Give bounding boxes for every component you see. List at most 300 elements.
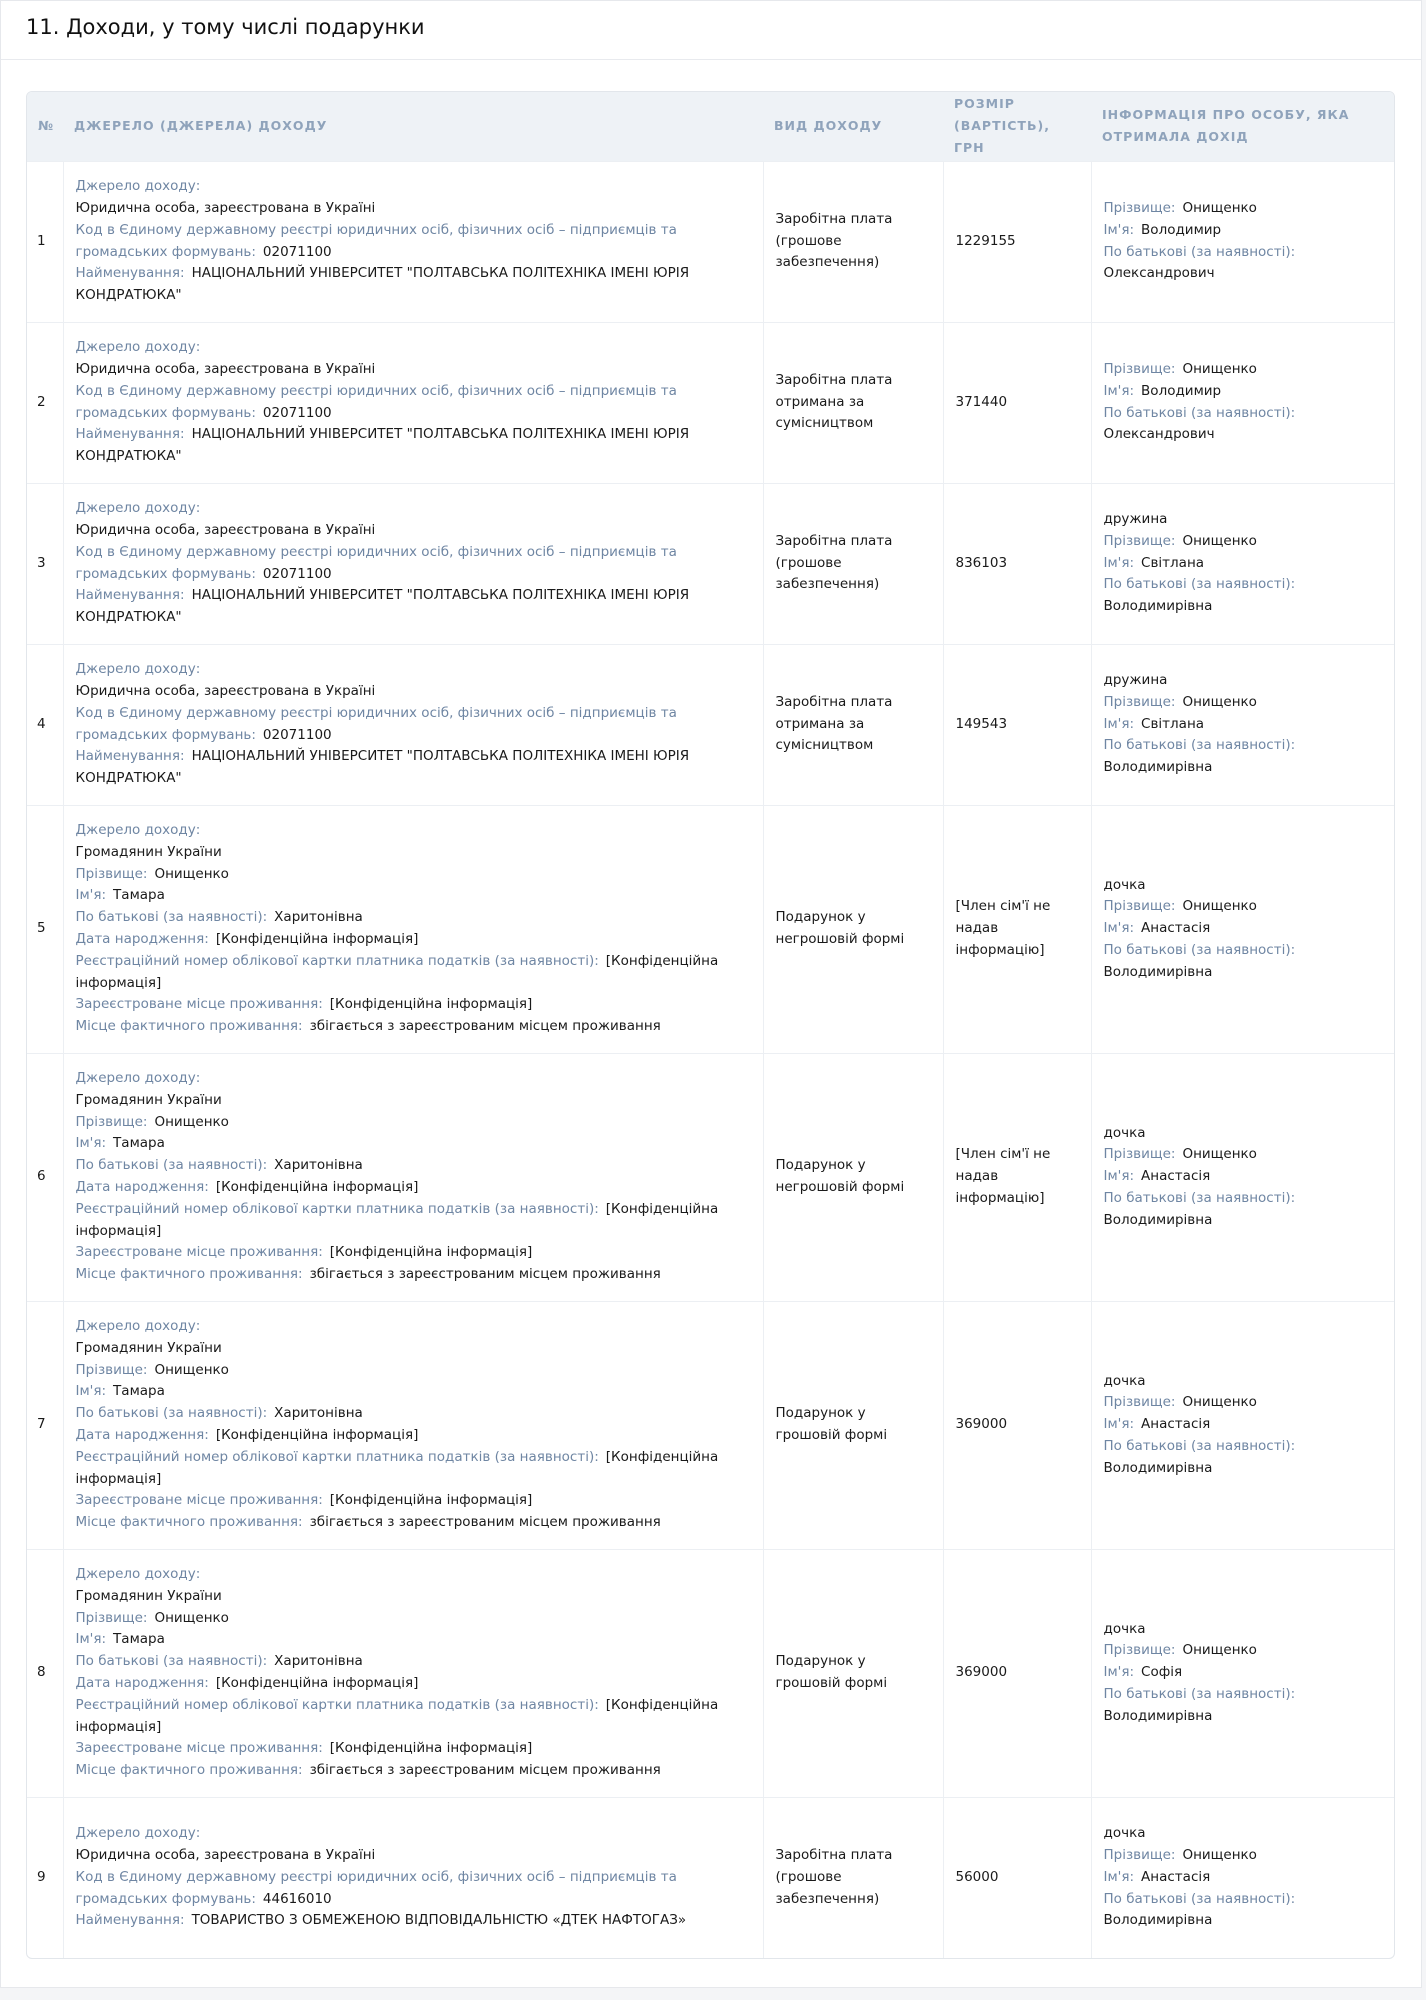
field-line xyxy=(76,1695,752,1739)
field-line xyxy=(1104,403,1386,447)
field-line xyxy=(1104,198,1386,220)
income-source-cell xyxy=(63,805,763,1053)
field-label: Ім'я: xyxy=(75,1135,107,1152)
field-value: [Конфіденційна інформація] xyxy=(215,931,419,947)
field-label: Найменування: xyxy=(75,1912,185,1929)
row-number: 3 xyxy=(27,483,63,644)
row-number: 4 xyxy=(27,644,63,805)
field-label: Прізвище: xyxy=(1103,1642,1176,1659)
field-line xyxy=(76,703,752,747)
field-line xyxy=(76,1845,752,1867)
field-label: По батькові (за наявності): xyxy=(1103,1189,1296,1206)
row-number: 5 xyxy=(27,805,63,1053)
field-label: Ім'я: xyxy=(1103,1416,1135,1433)
field-line xyxy=(1104,1144,1386,1166)
field-line xyxy=(76,1155,752,1177)
field-label: По батькові (за наявності): xyxy=(75,1405,268,1422)
field-value: Володимирівна xyxy=(1103,1707,1213,1724)
field-line xyxy=(76,951,752,995)
field-line xyxy=(1104,1845,1386,1867)
field-line xyxy=(76,498,752,520)
field-label: По батькові (за наявності): xyxy=(1103,243,1296,260)
field-line xyxy=(76,1564,752,1586)
field-line xyxy=(76,176,752,198)
field-label: Зареєстроване місце проживання: xyxy=(75,1244,323,1261)
income-amount-cell: 1229155 xyxy=(943,161,1091,322)
field-label: Джерело доходу: xyxy=(75,500,201,517)
field-line xyxy=(1104,1436,1386,1480)
field-label: Прізвище: xyxy=(75,1113,148,1130)
income-type-cell: Подарунок у грошовій формі xyxy=(763,1549,943,1797)
field-line xyxy=(1104,1823,1386,1845)
header-source: ДЖЕРЕЛО (ДЖЕРЕЛА) ДОХОДУ xyxy=(63,92,763,161)
field-line xyxy=(1104,1414,1386,1436)
field-line xyxy=(76,842,752,864)
field-value: збігається з зареєстрованим місцем проживання xyxy=(309,1762,661,1779)
field-line xyxy=(76,1738,752,1760)
field-label: По батькові (за наявності): xyxy=(75,909,268,926)
field-value: Володимирівна xyxy=(1103,598,1213,615)
field-value: 02071100 xyxy=(262,726,332,743)
field-line xyxy=(76,681,752,703)
recipient-info-cell xyxy=(1091,805,1395,1053)
field-line xyxy=(1104,670,1386,692)
field-value: Олександрович xyxy=(1103,265,1215,282)
field-line xyxy=(1104,509,1386,531)
field-label: Ім'я: xyxy=(75,1383,107,1400)
field-value: Володимир xyxy=(1141,382,1222,399)
field-value: Харитонівна xyxy=(274,1405,363,1422)
field-value: НАЦІОНАЛЬНИЙ УНІВЕРСИТЕТ "ПОЛТАВСЬКА ПОЛІТЕХНІКА ІМЕНІ ЮРІЯ КОНДРАТЮКА" xyxy=(75,587,690,626)
recipient-info-cell xyxy=(1091,644,1395,805)
field-label: Прізвище: xyxy=(1103,1146,1176,1163)
field-label: Ім'я: xyxy=(1103,554,1135,571)
field-line xyxy=(1104,714,1386,736)
field-value: Громадянин України xyxy=(75,1587,222,1604)
income-source-cell xyxy=(63,1549,763,1797)
field-line xyxy=(76,263,752,307)
field-line xyxy=(76,1360,752,1382)
field-label: Прізвище: xyxy=(1103,1847,1176,1864)
field-label: Ім'я: xyxy=(1103,221,1135,238)
field-line xyxy=(76,1264,752,1286)
field-value: Онищенко xyxy=(1182,1146,1257,1163)
field-line xyxy=(76,1425,752,1447)
field-value: Анастасія xyxy=(1141,1416,1211,1433)
field-value: Громадянин України xyxy=(75,1339,222,1356)
field-label: Ім'я: xyxy=(1103,1664,1135,1681)
field-label: По батькові (за наявності): xyxy=(1103,1437,1296,1454)
field-line xyxy=(1104,1392,1386,1414)
field-label: Найменування: xyxy=(75,265,185,282)
field-line xyxy=(1104,692,1386,714)
field-value: ТОВАРИСТВО З ОБМЕЖЕНОЮ ВІДПОВІДАЛЬНІСТЮ «ДТЕК НАФТОГАЗ» xyxy=(191,1912,687,1929)
field-label: Прізвище: xyxy=(1103,360,1176,377)
field-value: Анастасія xyxy=(1141,920,1211,937)
field-value: Юридична особа, зареєстрована в Україні xyxy=(75,1847,376,1864)
field-value: дружина xyxy=(1103,672,1168,688)
field-value: [Конфіденційна інформація] xyxy=(215,1675,419,1691)
field-line xyxy=(76,1133,752,1155)
field-line xyxy=(1104,553,1386,575)
field-line xyxy=(76,885,752,907)
field-label: Джерело доходу: xyxy=(75,339,201,356)
field-value: збігається з зареєстрованим місцем проживання xyxy=(309,1018,661,1035)
field-label: Код в Єдиному державному реєстрі юридичних осіб, фізичних осіб – підприємців та громадських формувань: xyxy=(75,704,677,743)
field-label: Найменування: xyxy=(75,426,185,443)
field-label: Дата народження: xyxy=(75,1427,209,1443)
table-header-row xyxy=(27,92,1395,161)
field-line xyxy=(1104,918,1386,940)
field-value: [Конфіденційна інформація] xyxy=(215,1179,419,1195)
field-line xyxy=(76,1608,752,1630)
field-label: Код в Єдиному державному реєстрі юридичних осіб, фізичних осіб – підприємців та громадських формувань: xyxy=(75,382,677,421)
income-amount-cell: 369000 xyxy=(943,1549,1091,1797)
field-value: Тамара xyxy=(113,1631,165,1648)
table-row xyxy=(27,805,1395,1053)
field-label: Ім'я: xyxy=(1103,715,1135,732)
table-body xyxy=(27,161,1395,1958)
field-line xyxy=(1104,735,1386,779)
field-line xyxy=(76,907,752,929)
field-line xyxy=(1104,1640,1386,1662)
field-label: Місце фактичного проживання: xyxy=(75,1018,303,1035)
field-value: Онищенко xyxy=(1182,1394,1257,1411)
field-value: Онищенко xyxy=(154,865,229,882)
field-value: Онищенко xyxy=(1182,693,1257,710)
field-label: Джерело доходу: xyxy=(75,1070,201,1087)
field-label: Прізвище: xyxy=(1103,693,1176,710)
field-label: Ім'я: xyxy=(75,887,107,904)
field-value: збігається з зареєстрованим місцем проживання xyxy=(309,1266,661,1283)
field-line xyxy=(1104,242,1386,286)
field-label: По батькові (за наявності): xyxy=(75,1653,268,1670)
field-value: Анастасія xyxy=(1141,1168,1211,1185)
field-label: По батькові (за наявності): xyxy=(1103,1685,1296,1702)
field-line xyxy=(76,929,752,951)
field-value: [Конфіденційна інформація] xyxy=(329,996,533,1013)
field-line xyxy=(1104,1867,1386,1889)
field-label: Дата народження: xyxy=(75,931,209,947)
income-type-cell: Заробітна плата отримана за сумісництвом xyxy=(763,644,943,805)
field-label: Код в Єдиному державному реєстрі юридичних осіб, фізичних осіб – підприємців та громадських формувань: xyxy=(75,1868,677,1907)
field-line xyxy=(1104,1188,1386,1232)
income-amount-cell: 56000 xyxy=(943,1797,1091,1958)
field-line xyxy=(1104,1662,1386,1684)
field-line xyxy=(76,1316,752,1338)
field-value: Володимирівна xyxy=(1103,1211,1213,1228)
field-line xyxy=(76,1403,752,1425)
field-line xyxy=(76,1673,752,1695)
income-source-cell xyxy=(63,483,763,644)
field-line xyxy=(1104,940,1386,984)
field-line xyxy=(76,585,752,629)
row-number: 1 xyxy=(27,161,63,322)
field-value: Онищенко xyxy=(1182,898,1257,915)
income-type-cell: Заробітна плата отримана за сумісництвом xyxy=(763,322,943,483)
field-value: Онищенко xyxy=(1182,532,1257,549)
income-source-cell xyxy=(63,322,763,483)
field-value: [Конфіденційна інформація] xyxy=(75,1448,719,1487)
field-label: Джерело доходу: xyxy=(75,1566,201,1583)
field-value: Софія xyxy=(1141,1664,1183,1681)
field-line xyxy=(76,659,752,681)
income-amount-cell: [Член сім'ї не надав інформацію] xyxy=(943,1053,1091,1301)
income-table xyxy=(27,92,1395,1958)
income-amount-cell: 369000 xyxy=(943,1301,1091,1549)
field-label: Найменування: xyxy=(75,748,185,765)
field-line xyxy=(76,359,752,381)
field-line xyxy=(76,1760,752,1782)
field-value: дружина xyxy=(1103,511,1168,527)
field-label: Місце фактичного проживання: xyxy=(75,1514,303,1531)
field-label: По батькові (за наявності): xyxy=(1103,404,1296,421)
field-label: Ім'я: xyxy=(75,1631,107,1648)
field-value: дочка xyxy=(1103,1825,1146,1842)
field-line xyxy=(76,1490,752,1512)
income-source-cell xyxy=(63,644,763,805)
header-amount: РОЗМІР (ВАРТІСТЬ), ГРН xyxy=(943,92,1091,161)
field-value: Юридична особа, зареєстрована в Україні xyxy=(75,199,376,216)
field-line xyxy=(1104,1371,1386,1393)
field-value: Юридична особа, зареєстрована в Україні xyxy=(75,521,376,538)
income-amount-cell: 836103 xyxy=(943,483,1091,644)
header-type: ВИД ДОХОДУ xyxy=(763,92,943,161)
income-amount-cell: 371440 xyxy=(943,322,1091,483)
field-value: Юридична особа, зареєстрована в Україні xyxy=(75,682,376,699)
section-title: 11. Доходи, у тому числі подарунки xyxy=(26,15,425,39)
header-num: № xyxy=(27,92,63,161)
recipient-info-cell xyxy=(1091,1053,1395,1301)
field-line xyxy=(1104,531,1386,553)
field-line xyxy=(76,1068,752,1090)
table-row xyxy=(27,1549,1395,1797)
income-type-cell: Заробітна плата (грошове забезпечення) xyxy=(763,161,943,322)
field-label: Ім'я: xyxy=(1103,920,1135,937)
field-line xyxy=(76,1242,752,1264)
field-line xyxy=(1104,1684,1386,1728)
field-label: Ім'я: xyxy=(1103,1868,1135,1885)
field-label: Джерело доходу: xyxy=(75,178,201,195)
field-label: Код в Єдиному державному реєстрі юридичних осіб, фізичних осіб – підприємців та громадських формувань: xyxy=(75,543,677,582)
field-line xyxy=(76,1447,752,1491)
income-source-cell xyxy=(63,1053,763,1301)
field-line xyxy=(76,1016,752,1038)
field-label: Джерело доходу: xyxy=(75,1318,201,1335)
field-line xyxy=(76,198,752,220)
section-header xyxy=(1,1,1421,60)
header-person: ІНФОРМАЦІЯ ПРО ОСОБУ, ЯКА ОТРИМАЛА ДОХІД xyxy=(1091,92,1395,161)
table-row xyxy=(27,322,1395,483)
field-label: Прізвище: xyxy=(1103,1394,1176,1411)
field-value: Онищенко xyxy=(1182,360,1257,377)
field-value: [Конфіденційна інформація] xyxy=(215,1427,419,1443)
income-type-cell: Подарунок у грошовій формі xyxy=(763,1301,943,1549)
field-line xyxy=(76,1381,752,1403)
field-label: Місце фактичного проживання: xyxy=(75,1762,303,1779)
table-row xyxy=(27,1797,1395,1958)
field-label: Дата народження: xyxy=(75,1675,209,1691)
income-type-cell: Заробітна плата (грошове забезпечення) xyxy=(763,1797,943,1958)
field-value: [Конфіденційна інформація] xyxy=(75,1200,719,1239)
row-number: 2 xyxy=(27,322,63,483)
income-amount-cell: 149543 xyxy=(943,644,1091,805)
field-line xyxy=(1104,896,1386,918)
field-line xyxy=(76,1177,752,1199)
field-value: НАЦІОНАЛЬНИЙ УНІВЕРСИТЕТ "ПОЛТАВСЬКА ПОЛІТЕХНІКА ІМЕНІ ЮРІЯ КОНДРАТЮКА" xyxy=(75,426,690,465)
field-value: Онищенко xyxy=(1182,1847,1257,1864)
field-value: [Конфіденційна інформація] xyxy=(75,1696,719,1735)
table-row xyxy=(27,483,1395,644)
field-value: дочка xyxy=(1103,876,1146,893)
field-line xyxy=(76,520,752,542)
recipient-info-cell xyxy=(1091,1549,1395,1797)
field-line xyxy=(1104,875,1386,897)
field-label: Прізвище: xyxy=(75,865,148,882)
table-row xyxy=(27,161,1395,322)
field-line xyxy=(1104,574,1386,618)
field-line xyxy=(1104,381,1386,403)
table-row xyxy=(27,1301,1395,1549)
field-line xyxy=(76,220,752,264)
field-line xyxy=(76,1090,752,1112)
field-line xyxy=(1104,359,1386,381)
field-label: По батькові (за наявності): xyxy=(75,1157,268,1174)
income-table-container xyxy=(26,91,1395,1959)
field-line xyxy=(76,1910,752,1932)
field-value: Громадянин України xyxy=(75,1091,222,1108)
field-value: 02071100 xyxy=(262,243,332,260)
field-value: Олександрович xyxy=(1103,426,1215,443)
field-value: Володимирівна xyxy=(1103,759,1213,776)
field-label: Зареєстроване місце проживання: xyxy=(75,1492,323,1509)
table-row xyxy=(27,1053,1395,1301)
field-label: Джерело доходу: xyxy=(75,661,201,678)
field-line xyxy=(76,820,752,842)
field-line xyxy=(76,1512,752,1534)
field-label: Дата народження: xyxy=(75,1179,209,1195)
field-value: Анастасія xyxy=(1141,1868,1211,1885)
field-line xyxy=(1104,1123,1386,1145)
field-label: По батькові (за наявності): xyxy=(1103,737,1296,754)
field-label: Ім'я: xyxy=(1103,1168,1135,1185)
field-value: 02071100 xyxy=(262,565,332,582)
field-value: [Конфіденційна інформація] xyxy=(329,1244,533,1261)
field-line xyxy=(76,337,752,359)
row-number: 7 xyxy=(27,1301,63,1549)
field-label: Зареєстроване місце проживання: xyxy=(75,996,323,1013)
income-type-cell: Подарунок у негрошовій формі xyxy=(763,805,943,1053)
field-line xyxy=(76,864,752,886)
field-value: Володимирівна xyxy=(1103,1912,1213,1929)
field-value: збігається з зареєстрованим місцем проживання xyxy=(309,1514,661,1531)
row-number: 8 xyxy=(27,1549,63,1797)
field-label: Ім'я: xyxy=(1103,382,1135,399)
field-line xyxy=(76,542,752,586)
field-line xyxy=(76,381,752,425)
field-label: Найменування: xyxy=(75,587,185,604)
field-line xyxy=(1104,1166,1386,1188)
field-label: Прізвище: xyxy=(1103,532,1176,549)
field-label: Прізвище: xyxy=(75,1361,148,1378)
field-value: Володимир xyxy=(1141,221,1222,238)
field-value: дочка xyxy=(1103,1372,1146,1389)
row-number: 6 xyxy=(27,1053,63,1301)
field-line xyxy=(1104,1619,1386,1641)
field-line xyxy=(1104,220,1386,242)
field-value: 44616010 xyxy=(262,1890,332,1907)
field-value: НАЦІОНАЛЬНИЙ УНІВЕРСИТЕТ "ПОЛТАВСЬКА ПОЛІТЕХНІКА ІМЕНІ ЮРІЯ КОНДРАТЮКА" xyxy=(75,265,690,304)
field-value: Світлана xyxy=(1141,715,1205,732)
income-type-cell: Подарунок у негрошовій формі xyxy=(763,1053,943,1301)
field-value: дочка xyxy=(1103,1124,1146,1141)
field-line xyxy=(76,746,752,790)
recipient-info-cell xyxy=(1091,1301,1395,1549)
field-value: Онищенко xyxy=(1182,199,1257,216)
field-label: Джерело доходу: xyxy=(75,1825,201,1842)
field-label: По батькові (за наявності): xyxy=(1103,941,1296,958)
field-value: Світлана xyxy=(1141,554,1205,571)
row-number: 9 xyxy=(27,1797,63,1958)
field-value: 02071100 xyxy=(262,404,332,421)
field-line xyxy=(76,1199,752,1243)
field-label: Прізвище: xyxy=(1103,898,1176,915)
income-source-cell xyxy=(63,1301,763,1549)
field-value: Онищенко xyxy=(154,1361,229,1378)
field-value: НАЦІОНАЛЬНИЙ УНІВЕРСИТЕТ "ПОЛТАВСЬКА ПОЛІТЕХНІКА ІМЕНІ ЮРІЯ КОНДРАТЮКА" xyxy=(75,748,690,787)
recipient-info-cell xyxy=(1091,322,1395,483)
income-source-cell xyxy=(63,1797,763,1958)
field-label: Реєстраційний номер облікової картки платника податків (за наявності): xyxy=(75,1200,599,1217)
field-line xyxy=(76,1867,752,1911)
field-value: Володимирівна xyxy=(1103,1459,1213,1476)
field-line xyxy=(76,1651,752,1673)
field-value: Тамара xyxy=(113,1383,165,1400)
field-label: По батькові (за наявності): xyxy=(1103,1890,1296,1907)
field-line xyxy=(76,1586,752,1608)
field-value: Онищенко xyxy=(1182,1642,1257,1659)
field-value: Харитонівна xyxy=(274,1653,363,1670)
field-value: [Конфіденційна інформація] xyxy=(329,1492,533,1509)
income-amount-cell: [Член сім'ї не надав інформацію] xyxy=(943,805,1091,1053)
recipient-info-cell xyxy=(1091,161,1395,322)
field-line xyxy=(76,424,752,468)
field-value: Харитонівна xyxy=(274,1157,363,1174)
field-value: Тамара xyxy=(113,1135,165,1152)
field-line xyxy=(76,1823,752,1845)
field-value: Тамара xyxy=(113,887,165,904)
field-label: По батькові (за наявності): xyxy=(1103,576,1296,593)
field-value: [Конфіденційна інформація] xyxy=(75,952,719,991)
recipient-info-cell xyxy=(1091,1797,1395,1958)
field-label: Прізвище: xyxy=(1103,199,1176,216)
income-source-cell xyxy=(63,161,763,322)
field-value: Харитонівна xyxy=(274,909,363,926)
field-label: Реєстраційний номер облікової картки платника податків (за наявності): xyxy=(75,1696,599,1713)
field-label: Прізвище: xyxy=(75,1609,148,1626)
field-value: Володимирівна xyxy=(1103,963,1213,980)
field-line xyxy=(76,994,752,1016)
field-value: [Конфіденційна інформація] xyxy=(329,1740,533,1757)
table-row xyxy=(27,644,1395,805)
field-label: Реєстраційний номер облікової картки платника податків (за наявності): xyxy=(75,952,599,969)
field-label: Реєстраційний номер облікової картки платника податків (за наявності): xyxy=(75,1448,599,1465)
income-type-cell: Заробітна плата (грошове забезпечення) xyxy=(763,483,943,644)
field-value: Громадянин України xyxy=(75,843,222,860)
field-label: Місце фактичного проживання: xyxy=(75,1266,303,1283)
field-value: Онищенко xyxy=(154,1609,229,1626)
field-value: Юридична особа, зареєстрована в Україні xyxy=(75,360,376,377)
